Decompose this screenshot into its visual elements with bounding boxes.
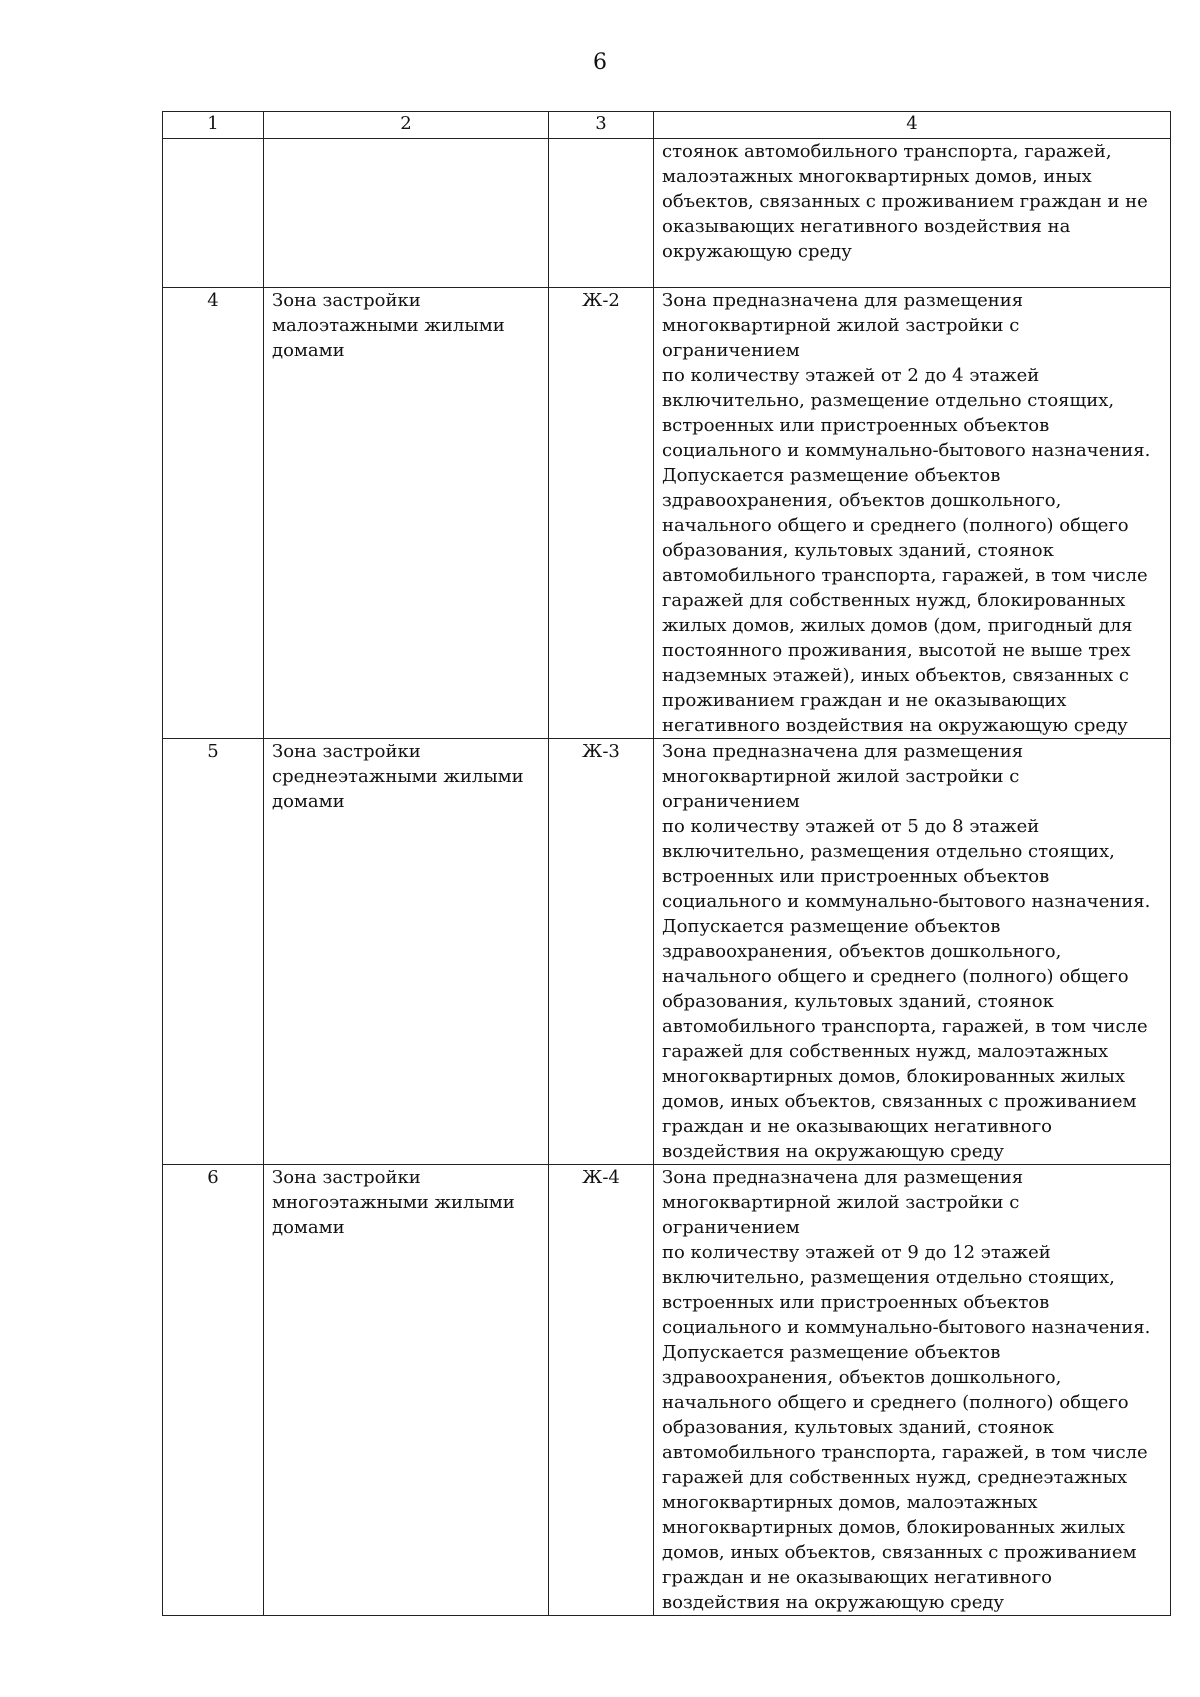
header-col-3: 3	[549, 112, 654, 139]
table-row	[163, 139, 1171, 288]
zones-table	[162, 111, 1171, 1616]
zone-description: Зона предназначена для размещения многоквартирной жилой застройки с ограничением по количеству этажей от 2 до 4 этажей включительно, размещение отдельно стоящих, встроенных или пристроенных объектов социального и коммунально-бытового назначения. Допускается размещение объектов здравоохранения, объектов дошкольного, начального общего и среднего (полного) общего образования, культовых зданий, стоянок автомобильного транспорта, гаражей, в том числе гаражей для собственных нужд, блокированных жилых домов, жилых домов (дом, пригодный для постоянного проживания, высотой не выше трех надземных этажей), иных объектов, связанных с проживанием граждан и не оказывающих негативного воздействия на окружающую среду	[654, 288, 1171, 739]
zone-code: Ж-3	[549, 739, 654, 1165]
zone-name: Зона застройки малоэтажными жилыми домами	[264, 288, 549, 739]
header-col-2: 2	[264, 112, 549, 139]
row-number: 5	[163, 739, 264, 1165]
zone-code: Ж-2	[549, 288, 654, 739]
row-number: 6	[163, 1165, 264, 1616]
zone-code	[549, 139, 654, 288]
table-row	[163, 1165, 1171, 1616]
table-row	[163, 288, 1171, 739]
row-number: 4	[163, 288, 264, 739]
zone-name	[264, 139, 549, 288]
zone-description: Зона предназначена для размещения многоквартирной жилой застройки с ограничением по количеству этажей от 5 до 8 этажей включительно, размещения отдельно стоящих, встроенных или пристроенных объектов социального и коммунально-бытового назначения. Допускается размещение объектов здравоохранения, объектов дошкольного, начального общего и среднего (полного) общего образования, культовых зданий, стоянок автомобильного транспорта, гаражей, в том числе гаражей для собственных нужд, малоэтажных многоквартирных домов, блокированных жилых домов, иных объектов, связанных с проживанием граждан и не оказывающих негативного воздействия на окружающую среду	[654, 739, 1171, 1165]
page-number: 6	[593, 50, 607, 75]
table-header-row	[163, 112, 1171, 139]
table-row	[163, 739, 1171, 1165]
header-col-4: 4	[654, 112, 1171, 139]
row-number	[163, 139, 264, 288]
zone-description: Зона предназначена для размещения многоквартирной жилой застройки с ограничением по количеству этажей от 9 до 12 этажей включительно, размещения отдельно стоящих, встроенных или пристроенных объектов социального и коммунально-бытового назначения. Допускается размещение объектов здравоохранения, объектов дошкольного, начального общего и среднего (полного) общего образования, культовых зданий, стоянок автомобильного транспорта, гаражей, в том числе гаражей для собственных нужд, среднеэтажных многоквартирных домов, малоэтажных многоквартирных домов, блокированных жилых домов, иных объектов, связанных с проживанием граждан и не оказывающих негативного воздействия на окружающую среду	[654, 1165, 1171, 1616]
zone-name: Зона застройки среднеэтажными жилыми домами	[264, 739, 549, 1165]
header-col-1: 1	[163, 112, 264, 139]
zone-name: Зона застройки многоэтажными жилыми домами	[264, 1165, 549, 1616]
zone-description: стоянок автомобильного транспорта, гаражей, малоэтажных многоквартирных домов, иных объектов, связанных с проживанием граждан и не оказывающих негативного воздействия на окружающую среду	[654, 139, 1171, 288]
zone-code: Ж-4	[549, 1165, 654, 1616]
